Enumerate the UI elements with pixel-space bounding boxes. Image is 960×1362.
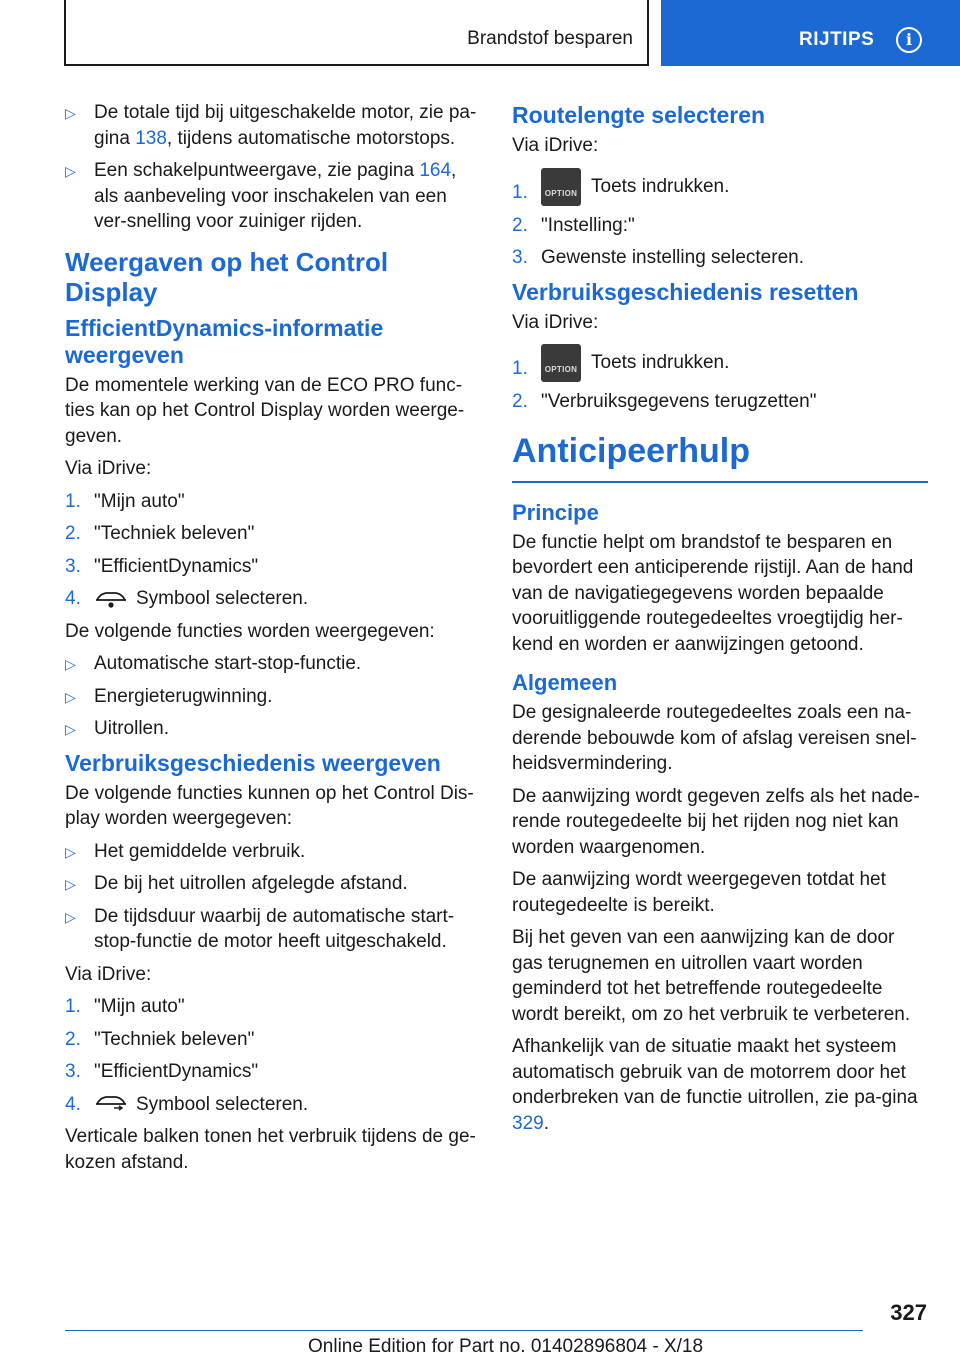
triangle-bullet-icon: ▷ (65, 656, 76, 672)
car-history-icon (94, 1094, 128, 1114)
paragraph: De volgende functies worden weergegeven: (65, 620, 435, 642)
triangle-bullet-icon: ▷ (65, 876, 76, 892)
list-item: ▷ Uitrollen. (65, 716, 477, 742)
heading-history: Verbruiksgeschiedenis weergeven (65, 749, 441, 776)
paragraph: De aanwijzing wordt gegeven zelfs als het nade-rende routegedeelte bij het rijden nog niet kan worden waargenomen. (512, 785, 920, 858)
list-item: 3. "EfficientDynamics" (65, 555, 259, 577)
page-link[interactable]: 138 (135, 127, 167, 149)
via-idrive: Via iDrive: (512, 311, 599, 333)
paragraph: Bij het geven van een aanwijzing kan de door gas terugnemen en uitrollen vaart worden geminderd tot het betreffende routegedeelte wordt bereikt, om zo het verbruik te verbeteren. (512, 927, 911, 1025)
list-item: 1. OPTION Toets indrukken. (512, 342, 928, 382)
step-list (65, 489, 477, 612)
list-item: 2. "Verbruiksgegevens terugzetten" (512, 391, 817, 412)
right-column (512, 100, 928, 1143)
triangle-bullet-icon: ▷ (65, 688, 76, 705)
list-item: 1. "Mijn auto" (65, 490, 185, 512)
list-item: 4. Symbool selecteren. (65, 588, 309, 609)
heading-anticipate: Anticipeerhulp (512, 431, 928, 483)
list-item: 3. "EfficientDynamics" (65, 1061, 259, 1082)
heading-reset: Verbruiksgeschiedenis resetten (512, 278, 859, 305)
step-list (512, 166, 928, 271)
list-item: ▷ De tijdsduur waarbij de automatische start-stop-functie de motor heeft uitgeschakeld. (65, 905, 455, 952)
page-header (0, 0, 960, 66)
list-item: ▷ Energieterugwinning. (65, 684, 477, 710)
option-button-icon: OPTION (541, 168, 581, 206)
page-link[interactable]: 329 (512, 1112, 544, 1134)
list-item: 2. "Instelling:" (512, 214, 635, 236)
list-item: ▷ Automatische start-stop-functie. (65, 651, 477, 677)
heading-principle: Principe (512, 499, 599, 525)
triangle-bullet-icon: ▷ (65, 721, 76, 737)
list-item: 1. "Mijn auto" (65, 996, 185, 1017)
heading-general: Algemeen (512, 670, 618, 695)
paragraph: De aanwijzing wordt weergegeven totdat het routegedeelte is bereikt. (512, 869, 886, 916)
info-icon[interactable]: i (896, 27, 922, 53)
left-column (65, 100, 477, 1182)
section-tab (64, 0, 649, 66)
list-item: 3. Gewenste instelling selecteren. (512, 247, 804, 268)
list-item: ▷ Een schakelpuntweergave, zie pagina 164, als aanbeveling voor inschakelen van een ver-snelling voor zuiniger rijden. (65, 160, 457, 232)
list-item: 4. Symbool selecteren. (65, 1093, 309, 1115)
option-button-icon: OPTION (541, 344, 581, 382)
heading-display: Weergaven op het Control Display (65, 246, 389, 307)
via-idrive: Via iDrive: (65, 458, 152, 479)
triangle-bullet-icon: ▷ (65, 105, 76, 121)
paragraph: Afhankelijk van de situatie maakt het systeem automatisch gebruik van de motorrem door het onderbreken van de functie uitrollen, zie pa-gina 329. (512, 1036, 918, 1134)
chapter-title: RIJTIPS (799, 29, 875, 50)
via-idrive: Via iDrive: (65, 963, 152, 985)
heading-route: Routelengte selecteren (512, 102, 766, 128)
via-idrive: Via iDrive: (512, 135, 599, 156)
triangle-bullet-icon: ▷ (65, 163, 76, 179)
triangle-bullet-icon: ▷ (65, 908, 76, 925)
paragraph: Verticale balken tonen het verbruik tijdens de ge-kozen afstand. (65, 1126, 476, 1173)
list-item: ▷ De totale tijd bij uitgeschakelde motor, zie pa-gina 138, tijdens automatische motorstops. (65, 102, 477, 149)
bullet-list (65, 100, 477, 235)
list-item: 2. "Techniek beleven" (65, 1028, 255, 1050)
page-link[interactable]: 164 (419, 160, 452, 181)
step-list (512, 342, 928, 415)
heading-effdyn: EfficientDynamics-informatie weergeven (65, 314, 384, 368)
chapter-tab[interactable] (661, 0, 960, 66)
list-item: ▷ De bij het uitrollen afgelegde afstand. (65, 871, 477, 897)
footer-divider (65, 1330, 863, 1331)
step-list (65, 994, 477, 1117)
list-item: ▷ Het gemiddelde verbruik. (65, 839, 477, 865)
page-number: 327 (890, 1300, 927, 1325)
car-symbol-icon (94, 589, 128, 609)
paragraph: De volgende functies kunnen op het Control Dis-play worden weergegeven: (65, 782, 474, 829)
bullet-list (65, 651, 477, 742)
paragraph: De momentele werking van de ECO PRO func-ties kan op het Control Display worden weerge-geven. (65, 374, 465, 447)
triangle-bullet-icon: ▷ (65, 843, 76, 860)
section-title: Brandstof besparen (467, 28, 633, 49)
bullet-list (65, 839, 477, 955)
edition-footer: Online Edition for Part no. 01402896804 - X/18 (308, 1336, 704, 1357)
paragraph: De gesignaleerde routegedeeltes zoals een na-derende bebouwde kom of afslag vereisen snel-heidsvermindering. (512, 702, 917, 774)
list-item: 1. OPTION Toets indrukken. (512, 166, 928, 206)
list-item: 2. "Techniek beleven" (65, 523, 255, 544)
paragraph: De functie helpt om brandstof te besparen en bevordert een anticiperende rijstijl. Aan de hand van de navigatiegegevens worden bepaalde vooruitliggende routegedeeltes vroegtijdig her-kend en worden er aanwijzingen getoond. (512, 531, 914, 655)
